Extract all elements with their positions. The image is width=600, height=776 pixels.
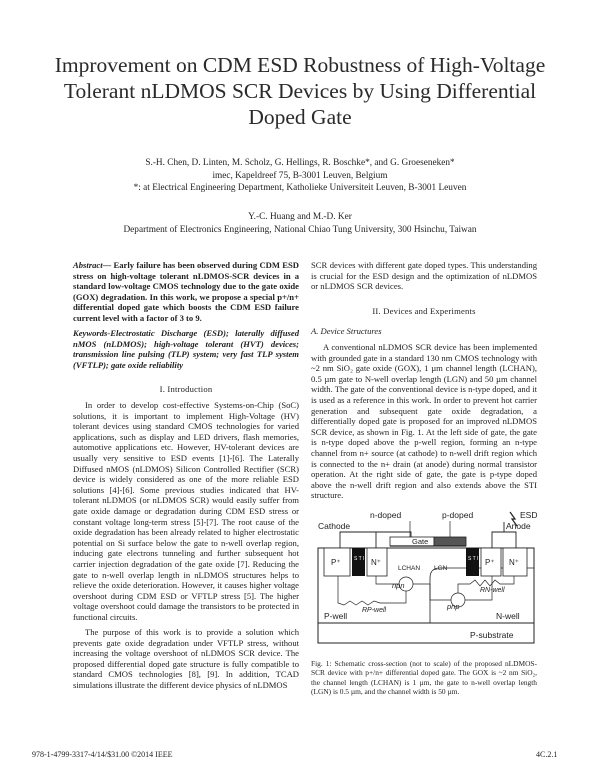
abstract <box>73 260 299 324</box>
paper-title: Improvement on CDM ESD Robustness of High-Voltage Tolerant nLDMOS SCR Devices by Using Differential Doped Gate <box>54 53 546 129</box>
right-paragraph-1: A conventional nLDMOS SCR device has been implemented with grounded gate in a standard 130 nm CMOS technology with ~2 nm SiO₂ gate oxide (GOX), 1 µm channel length (LCHAN), 0.5 µm gate to N-well overlap length (LGN) and 50 µm channel width. The gate of the conventional device is n-type doped, and it is used as a reference in this work. In order to prevent hot carrier generation and subsequent gate oxide degradation, a differentially doped gate is proposed for an improved nLDMOS SCR device, as shown in Fig. 1. At the left side of gate, the gate is n-type doped above the p-well region, forming an n-type channel from n+ source (at cathode) to n-well drift region which is connected to the n+ drain (at anode) during normal transistor operation. At the right side of gate, the gate is p-type doped above the n-well drift region and also extends above the STI structure. <box>311 342 537 501</box>
keywords: Keywords-Electrostatic Discharge (ESD); laterally diffused nMOS (nLDMOS); high-voltage tolerant (HVT) devices; transmission line pulsing (TLP) system; very fast TLP system (VFTLP); gate oxide reliability <box>73 328 299 370</box>
esd-label: ESD <box>520 510 538 520</box>
subsection-a-heading: A. Device Structures <box>311 326 382 336</box>
pplus-right-label: P⁺ <box>485 558 495 567</box>
figure-1-caption: Fig. 1: Schematic cross-section (not to scale) of the proposed nLDMOS-SCR device with p+/n+ differential doped gate. The GOX is ~2 nm SiO₂, the channel length (LCHAN) is 1 µm, the gate to n-well overlap length (LGN) is 0.5 µm, and the channel width is 50 µm. <box>311 659 537 697</box>
intro-paragraph-2: The purpose of this work is to provide a solution which prevents gate oxide degradation under VFTLP stress, without increasing the voltage overshoot of nLDMOS SCR device. The proposed differential doped gate structure is fully compatible to standard CMOS technologies [8], [9]. In addition, TCAD simulations illustrate the different device physics of nLDMOS <box>73 627 299 690</box>
footer-copyright: 978-1-4799-3317-4/14/$31.00 ©2014 IEEE <box>32 750 173 759</box>
sti-right <box>466 548 479 576</box>
nplus-left-label: N⁺ <box>371 558 381 567</box>
footer-page-id: 4C.2.1 <box>536 750 558 759</box>
intro-paragraph-1: In order to develop cost-effective Systems-on-Chip (SoC) solutions, it is important to implement High-Voltage (HV) tolerant devices using standard CMOS technologies for varied applications, such as display and LED drivers, flash memories, automotive applications etc. However, HV-tolerant devices are usually very sensitive to ESD events [1]-[6]. The Laterally Diffused nMOS (nLDMOS) Silicon Controlled Rectifier (SCR) device is widely considered as one of the more reliable ESD solutions [4]-[6]. Some previous studies indicated that HV-tolerant nLDMOS (or nLDMOS SCR) would easily suffer from gate oxide damage or degradation during CDM ESD stress or constant voltage long-term stress [5]-[7]. The root cause of the oxide degradation has been already related to higher electrostatic potential on Si surface below the gate to n-well overlap region, inducing gate electrons tunneling and further subsequent hot carrier injection degradation of the gate oxide [7]. Reducing the gate to n-well overlap length in nLDMOS structures helps to relieve the oxide deterioration. However, it causes higher voltage overshoot during CDM ESD or VFTLP stress [5]. The higher voltage overshoot could damage the transistors to be protected in functional circuits. <box>73 400 299 622</box>
n-doped-label: n-doped <box>370 510 402 520</box>
right-paragraph-0: SCR devices with different gate doped types. This understanding is crucial for the ESD design and the optimization of nLDMOS or nLDMOS SCR devices. <box>311 260 537 292</box>
lgn-label: LGN <box>434 565 448 572</box>
figure-1-cross-section <box>310 508 538 650</box>
rpwell-label: RP-well <box>362 607 387 614</box>
abstract-label: Abstract— <box>73 260 112 270</box>
rnwell-label: RN-well <box>480 587 505 594</box>
p-substrate-label: P-substrate <box>470 630 514 640</box>
sti-left <box>352 548 365 576</box>
anode-wire <box>492 532 516 548</box>
affiliation-1b: *: at Electrical Engineering Department, Katholieke Universiteit Leuven, B-3001 Leuven <box>133 183 467 193</box>
p-doped-label: p-doped <box>442 510 474 520</box>
abstract-text: Early failure has been observed during CDM ESD stress on high-voltage tolerant nLDMOS-SCR devices in a standard low-voltage CMOS technology due to the gate oxide (GOX) degradation. In this work, we propose a special p+/n+ differential doped gate which boosts the CDM ESD failure current level with a factor of 3 to 9. <box>73 260 299 323</box>
nwell-label: N-well <box>496 611 520 621</box>
sti-right-label: S T I <box>468 556 479 562</box>
nplus-right-label: N⁺ <box>509 558 519 567</box>
authors-2: Y.-C. Huang and M.-D. Ker <box>248 212 352 222</box>
affiliation-1a: imec, Kapeldreef 75, B-3001 Leuven, Belgium <box>212 171 388 181</box>
authors-1: S.-H. Chen, D. Linten, M. Scholz, G. Hellings, R. Boschke*, and G. Groeseneken* <box>145 158 455 168</box>
pnp-label: pnp <box>447 602 460 611</box>
section-2-heading: II. Devices and Experiments <box>372 306 476 316</box>
sti-left-label: S T I <box>354 556 365 562</box>
pwell-label: P-well <box>324 611 348 621</box>
anode-label: Anode <box>506 521 531 531</box>
pplus-left-label: P⁺ <box>331 558 341 567</box>
gate-label: Gate <box>412 537 429 546</box>
gate-p-part <box>434 537 466 546</box>
npn-label: npn <box>392 581 405 590</box>
cathode-label: Cathode <box>318 521 351 531</box>
lchan-label: LCHAN <box>398 565 421 572</box>
affiliation-2: Department of Electronics Engineering, National Chiao Tung University, 300 Hsinchu, Taiwan <box>123 225 477 235</box>
section-1-heading: I. Introduction <box>159 384 213 394</box>
